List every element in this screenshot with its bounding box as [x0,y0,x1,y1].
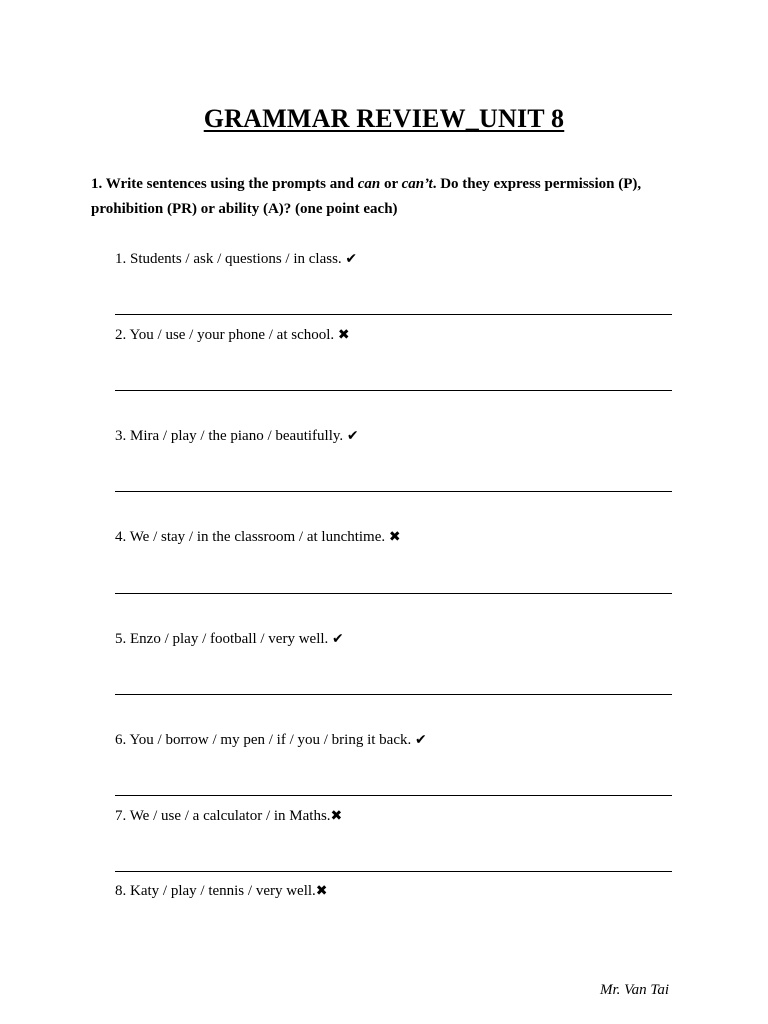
question-7 [115,806,342,826]
question-3 [115,426,359,446]
answer-line-3[interactable] [115,491,672,492]
instructions-can: can [357,176,381,192]
cross-icon: ✖ [337,327,350,343]
answer-line-5[interactable] [115,694,672,695]
cross-icon: ✖ [388,529,401,545]
question-1 [115,249,357,269]
question-6 [115,730,427,750]
answer-line-1[interactable] [115,314,672,315]
cross-icon: ✖ [330,808,343,824]
question-text: 7. We / use / a calculator / in Maths. [115,808,331,824]
check-icon: ✔ [345,251,358,267]
question-4 [115,527,401,547]
check-icon: ✔ [346,428,359,444]
instructions-cant: can’t [401,176,433,192]
answer-line-2[interactable] [115,390,672,391]
page-title: GRAMMAR REVIEW_UNIT 8 [203,104,565,133]
question-text: 6. You / borrow / my pen / if / you / bring it back. [115,732,415,748]
answer-line-4[interactable] [115,593,672,594]
check-icon: ✔ [332,631,344,647]
answer-line-6[interactable] [115,795,672,796]
answer-line-7[interactable] [115,871,672,872]
question-text: 8. Katy / play / tennis / very well. [115,883,316,899]
question-8 [115,881,328,901]
question-text: 3. Mira / play / the piano / beautifully. [115,428,347,444]
exercise-instructions [91,172,691,222]
question-2 [115,325,350,345]
question-text: 1. Students / ask / questions / in class. [115,251,346,267]
instructions-text-start: 1. Write sentences using the prompts and [91,176,358,192]
instructions-text-end: . Do they express permission (P), prohibition (PR) or ability (A)? (one point each) [91,176,642,217]
check-icon: ✔ [415,732,427,748]
question-text: 4. We / stay / in the classroom / at lunchtime. [115,529,389,545]
instructions-or: or [380,176,402,192]
footer-author: Mr. Van Tai [600,982,670,998]
cross-icon: ✖ [315,883,328,899]
question-text: 2. You / use / your phone / at school. [115,327,338,343]
question-5 [115,629,344,649]
question-text: 5. Enzo / play / football / very well. [115,631,333,647]
